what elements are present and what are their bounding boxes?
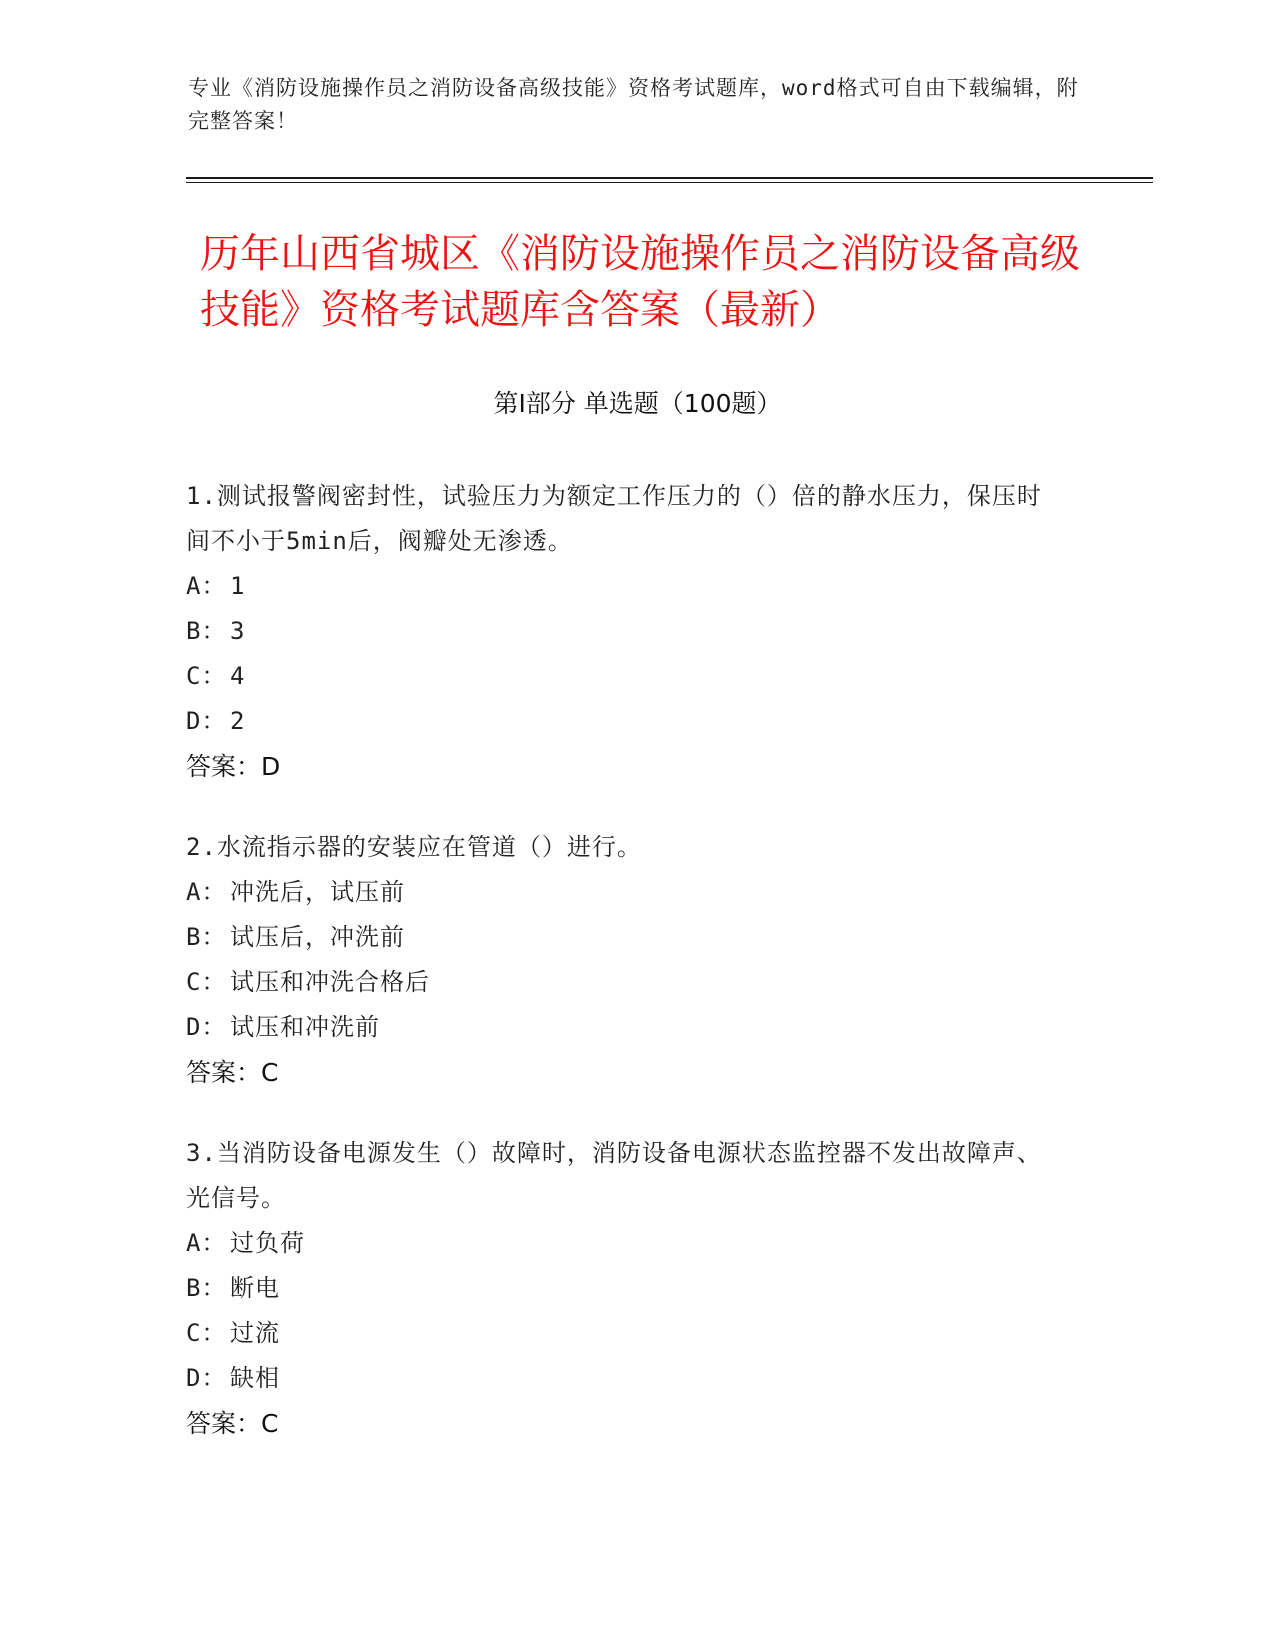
option-d <box>186 1005 1066 1050</box>
option-text: 冲洗后，试压前 <box>230 878 405 906</box>
option-text: 1 <box>230 572 246 600</box>
question-item <box>186 1131 1066 1446</box>
answer-line: 答案：C <box>186 1058 279 1087</box>
answer-line: 答案：D <box>186 752 281 781</box>
option-key: B： <box>186 923 227 951</box>
option-text: 过负荷 <box>230 1229 305 1257</box>
option-d <box>186 699 1066 744</box>
question-stem: 1.测试报警阀密封性，试验压力为额定工作压力的（）倍的静水压力，保压时间不小于5min后，阀瓣处无渗透。 <box>186 482 1042 555</box>
option-text: 试压和冲洗前 <box>230 1013 380 1041</box>
question-stem: 2.水流指示器的安装应在管道（）进行。 <box>186 833 642 861</box>
option-key: D： <box>186 707 227 735</box>
option-text: 4 <box>230 662 246 690</box>
option-key: D： <box>186 1364 227 1392</box>
option-text: 试压和冲洗合格后 <box>230 968 430 996</box>
option-b <box>186 915 1066 960</box>
option-key: A： <box>186 572 227 600</box>
section-title: 第Ⅰ部分 单选题（100题） <box>493 389 782 418</box>
option-c <box>186 960 1066 1005</box>
option-d <box>186 1356 1066 1401</box>
option-text: 3 <box>230 617 246 645</box>
question-stem: 3.当消防设备电源发生（）故障时，消防设备电源状态监控器不发出故障声、光信号。 <box>186 1139 1042 1212</box>
option-a <box>186 1221 1066 1266</box>
option-b <box>186 1266 1066 1311</box>
option-key: C： <box>186 662 227 690</box>
option-text: 缺相 <box>230 1364 280 1392</box>
option-key: C： <box>186 1319 227 1347</box>
option-key: B： <box>186 1274 227 1302</box>
question-list <box>186 474 1066 1482</box>
option-key: A： <box>186 878 227 906</box>
document-title: 历年山西省城区《消防设施操作员之消防设备高级技能》资格考试题库含答案（最新） <box>200 231 1080 333</box>
option-key: A： <box>186 1229 227 1257</box>
option-key: D： <box>186 1013 227 1041</box>
option-a <box>186 564 1066 609</box>
option-key: B： <box>186 617 227 645</box>
question-item <box>186 825 1066 1095</box>
option-c <box>186 654 1066 699</box>
header-divider-thick <box>186 177 1153 179</box>
option-a <box>186 870 1066 915</box>
option-text: 2 <box>230 707 246 735</box>
header-divider-thin <box>186 182 1153 183</box>
header-note: 专业《消防设施操作员之消防设备高级技能》资格考试题库，word格式可自由下载编辑，附完整答案！ <box>188 76 1079 133</box>
option-key: C： <box>186 968 227 996</box>
option-text: 过流 <box>230 1319 280 1347</box>
option-c <box>186 1311 1066 1356</box>
option-text: 试压后，冲洗前 <box>230 923 405 951</box>
option-b <box>186 609 1066 654</box>
question-item <box>186 474 1066 789</box>
option-text: 断电 <box>230 1274 280 1302</box>
answer-line: 答案：C <box>186 1409 279 1438</box>
